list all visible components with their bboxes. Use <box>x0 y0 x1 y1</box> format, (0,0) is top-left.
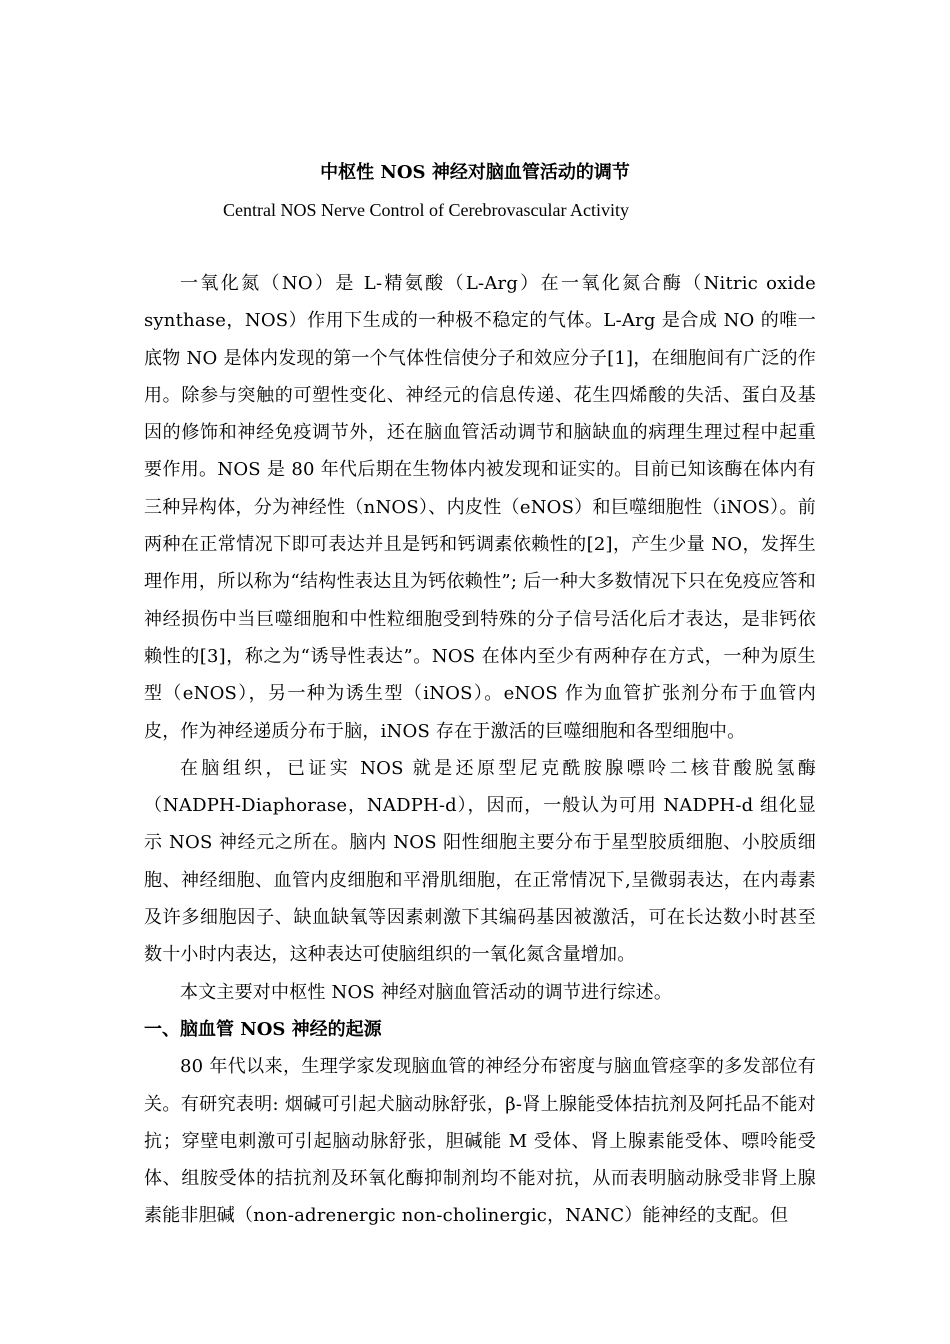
document-title-english: Central NOS Nerve Control of Cerebrovascular Activity <box>223 200 629 220</box>
document-body <box>144 265 816 1235</box>
body-paragraph-3: 本文主要对中枢性 NOS 神经对脑血管活动的调节进行综述。 <box>180 981 673 1003</box>
body-paragraph-2: 在脑组织，已证实 NOS 就是还原型尼克酰胺腺嘌呤二核苷酸脱氢酶（NADPH-Diaphorase，NADPH-d），因而，一般认为可用 NADPH-d 组化显示 NOS 神经元之所在。脑内 NOS 阳性细胞主要分布于星型胶质细胞、小胶质细胞、神经细胞、血管内皮细胞和平滑肌细胞，在正常情况下,呈微弱表达，在内毒素及许多细胞因子、缺血缺氧等因素刺激下其编码基因被激活，可在长达数小时甚至数十小时内表达，这种表达可使脑组织的一氧化氮含量增加。 <box>144 757 816 966</box>
body-paragraph-1: 一氧化氮（NO）是 L-精氨酸（L-Arg）在一氧化氮合酶（Nitric oxide synthase，NOS）作用下生成的一种极不稳定的气体。L-Arg 是合成 NO 的唯一底物 NO 是体内发现的第一个气体性信使分子和效应分子[1]，在细胞间有广泛的作用。除参与突触的可塑性变化、神经元的信息传递、花生四烯酸的失活、蛋白及基因的修饰和神经免疫调节外，还在脑血管活动调节和脑缺血的病理生理过程中起重要作用。NOS 是 80 年代后期在生物体内被发现和证实的。目前已知该酶在体内有三种异构体，分为神经性（nNOS）、内皮性（eNOS）和巨噬细胞性（iNOS）。前两种在正常情况下即可表达并且是钙和钙调素依赖性的[2]，产生少量 NO，发挥生理作用，所以称为“结构性表达且为钙依赖性”; 后一种大多数情况下只在免疫应答和神经损伤中当巨噬细胞和中性粒细胞受到特殊的分子信号活化后才表达，是非钙依赖性的[3]，称之为“诱导性表达”。NOS 在体内至少有两种存在方式，一种为原生型（eNOS），另一种为诱生型（iNOS）。eNOS 作为血管扩张剂分布于血管内皮，作为神经递质分布于脑，iNOS 存在于激活的巨噬细胞和各型细胞中。 <box>144 273 816 742</box>
section-1-paragraph: 80 年代以来，生理学家发现脑血管的神经分布密度与脑血管痉挛的多发部位有关。有研究表明: 烟碱可引起犬脑动脉舒张，β-肾上腺能受体拮抗剂及阿托品不能对抗；穿壁电刺激可引起脑动脉舒张，胆碱能 M 受体、肾上腺素能受体、嘌呤能受体、组胺受体的拮抗剂及环氧化酶抑制剂均不能对抗，从而表明脑动脉受非肾上腺素能非胆碱（non-adrenergic non-cholinergic，NANC）能神经的支配。但 <box>144 1056 816 1227</box>
document-title-chinese: 中枢性 NOS 神经对脑血管活动的调节 <box>320 162 630 183</box>
section-heading-1: 一、脑血管 NOS 神经的起源 <box>144 1018 382 1040</box>
